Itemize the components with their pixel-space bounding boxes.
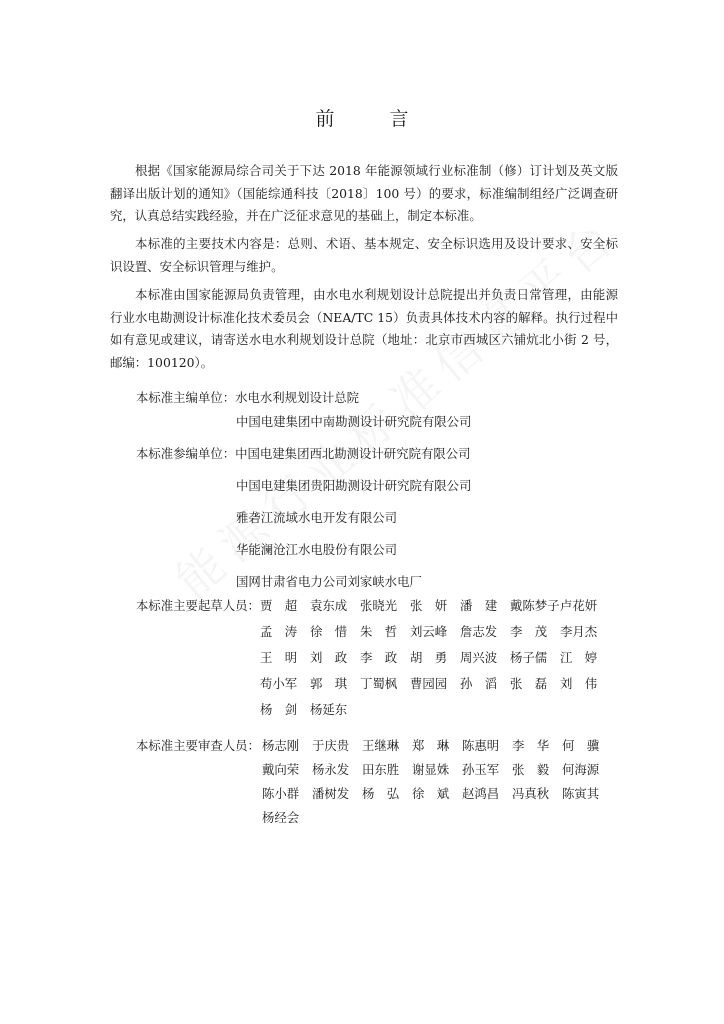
person-name: 何 骥 [562,738,600,753]
person-name: 张 毅 [512,762,550,777]
person-name: 孙 滔 [460,676,498,691]
person-name: 田东胜 [362,762,400,777]
person-name: 卢花妍 [560,598,598,613]
person-name: 张 磊 [510,676,548,691]
participating-unit: 国网甘肃省电力公司刘家峡水电厂 [236,574,422,589]
person-name: 于庆贵 [312,738,350,753]
person-name: 杨延东 [310,702,348,717]
chief-units-label: 本标准主编单位： [136,390,236,405]
person-name: 杨 弘 [362,786,400,801]
person-name: 贾 超 [260,598,298,613]
participating-unit: 中国电建集团西北勘测设计研究院有限公司 [235,446,471,461]
person-name: 丁蜀枫 [360,676,398,691]
person-name: 杨 剑 [260,702,298,717]
person-name: 张晓光 [360,598,398,613]
person-name: 江 婷 [560,650,598,665]
paragraph-content: 本标准的主要技术内容是：总则、术语、基本规定、安全标识选用及设计要求、安全标识设置、安全标识管理与维护。 [110,236,618,274]
participating-units-label: 本标准参编单位： [136,446,236,461]
chief-unit: 水电水利规划设计总院 [235,390,360,405]
chief-unit: 中国电建集团中南勘测设计研究院有限公司 [236,414,472,429]
person-name: 袁东成 [310,598,348,613]
person-name: 杨经会 [262,810,300,825]
person-name: 詹志发 [460,624,498,639]
person-name: 刘云峰 [410,624,448,639]
participating-unit: 华能澜沧江水电股份有限公司 [236,542,398,557]
chief-units-line-1 [136,388,359,408]
person-name: 潘树发 [312,786,350,801]
person-name: 孙玉军 [462,762,500,777]
participating-unit: 中国电建集团贵阳勘测设计研究院有限公司 [236,478,472,493]
person-name: 徐 斌 [412,786,450,801]
person-name: 戴向荣 [262,762,300,777]
person-name: 陈寅其 [562,786,600,801]
person-name: 郑 琳 [412,738,450,753]
paragraph-management: 本标准由国家能源局负责管理，由水电水利规划设计总院提出并负责日常管理，由能源行业水电勘测设计标准化技术委员会（NEA/TC 15）负责具体技术内容的解释。执行过程中如有意见或建议，请寄送水电水利规划设计总院（地址：北京市西城区六铺炕北小街 2 号，邮编：100120）。 [110,287,618,370]
person-name: 何海源 [562,762,600,777]
person-name: 潘 建 [460,598,498,613]
participating-units-line-1 [136,444,471,464]
person-name: 冯真秋 [512,786,550,801]
person-name: 苟小军 [260,676,298,691]
person-name: 朱 哲 [360,624,398,639]
person-name: 杨志刚 [262,738,300,753]
person-name: 戴陈梦子 [510,598,560,613]
person-name: 郭 琪 [310,676,348,691]
person-name: 陈惠明 [462,738,500,753]
person-name: 陈小群 [262,786,300,801]
paragraph-basis: 根据《国家能源局综合司关于下达 2018 年能源领域行业标准制（修）订计划及英文版翻译出版计划的通知》（国能综通科技〔2018〕100 号）的要求，标准编制组经广泛调查研究，认真总结实践经验，并在广泛征求意见的基础上，制定本标准。 [110,163,618,223]
person-name: 李月杰 [560,624,598,639]
reviewers-label: 本标准主要审查人员： [136,738,260,753]
person-name: 谢显姝 [412,762,450,777]
person-name: 杨永发 [312,762,350,777]
person-name: 刘 伟 [560,676,598,691]
person-name: 赵鸿昌 [462,786,500,801]
person-name: 曹园园 [410,676,448,691]
person-name: 杨子儒 [510,650,548,665]
participating-unit: 雅砻江流域水电开发有限公司 [236,510,398,525]
page-title: 前 言 [315,108,427,130]
person-name: 王 明 [260,650,298,665]
drafters-label: 本标准主要起草人员： [136,598,260,613]
person-name: 胡 勇 [410,650,448,665]
person-name: 李 华 [512,738,550,753]
person-name: 李 政 [360,650,398,665]
person-name: 刘 政 [310,650,348,665]
person-name: 张 妍 [410,598,448,613]
person-name: 王继琳 [362,738,400,753]
person-name: 李 茂 [510,624,548,639]
person-name: 周兴波 [460,650,498,665]
person-name: 孟 涛 [260,624,298,639]
person-name: 徐 惜 [310,624,348,639]
